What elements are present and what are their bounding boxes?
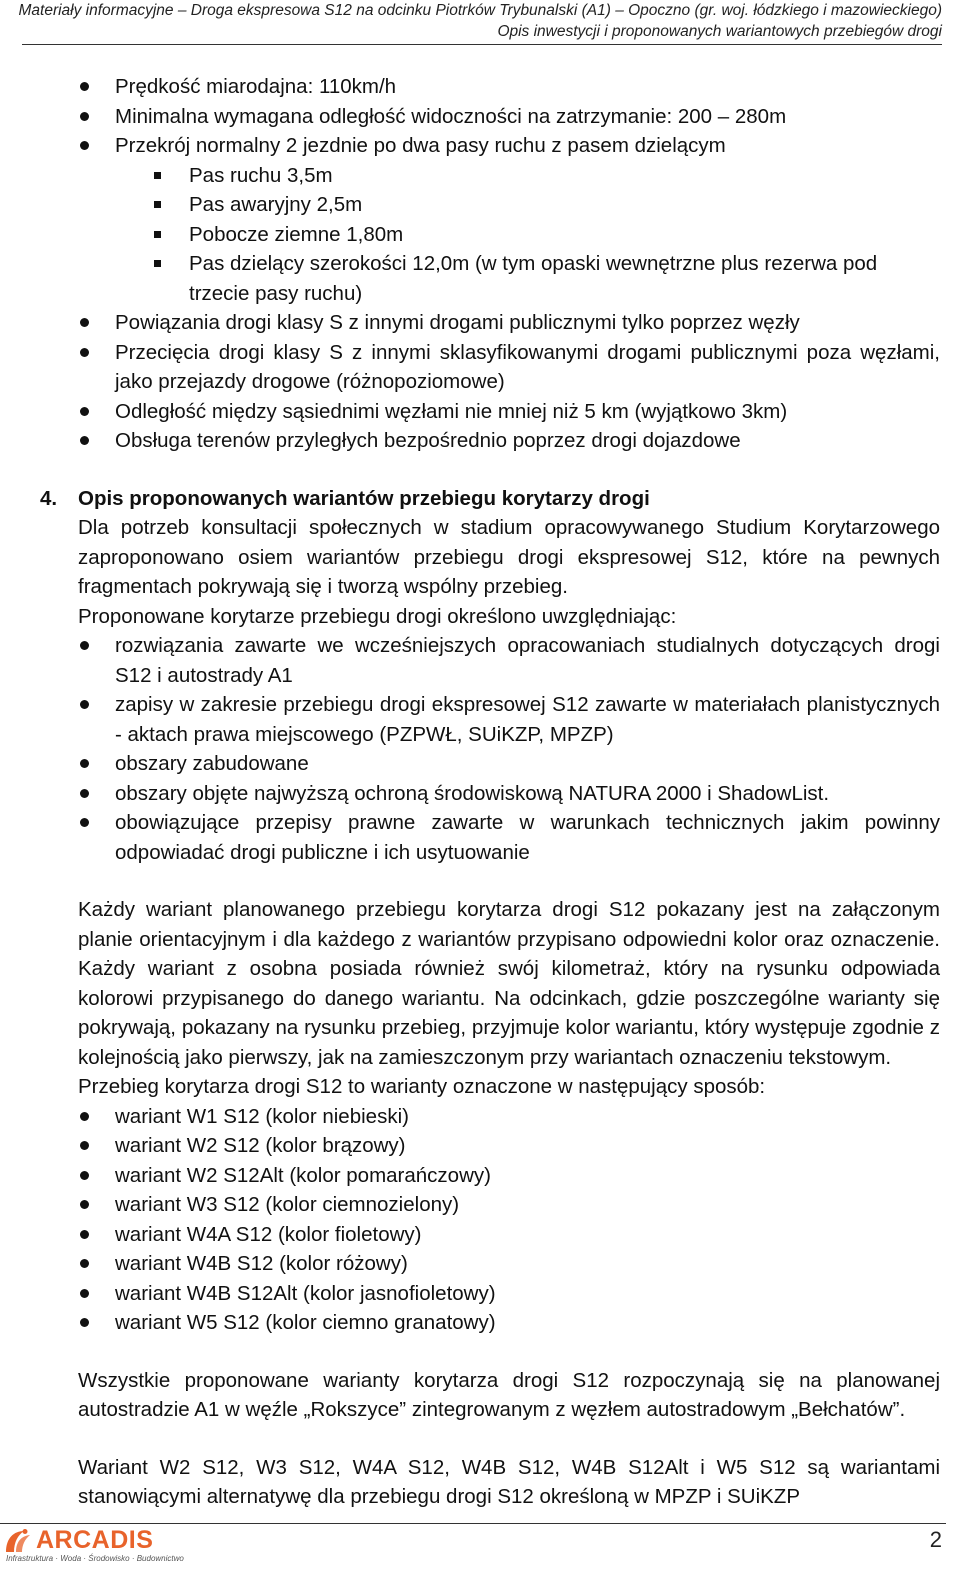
bullet-icon xyxy=(80,1141,89,1150)
list-item: Powiązania drogi klasy S z innymi drogami publicznymi tylko poprzez węzły xyxy=(0,308,960,338)
intro-paragraph: Dla potrzeb konsultacji społecznych w stadium opracowywanego Studium Korytarzowego zaproponowano osiem wariantów przebiegu drogi ekspresowej S12, które na pewnych fragmentach pokrywają się i tworzą wspólny przebieg. xyxy=(78,516,940,598)
page-body xyxy=(0,72,960,1512)
design-parameters-list-cont xyxy=(0,308,960,456)
bullet-icon xyxy=(80,1318,89,1327)
list-item: zapisy w zakresie przebiegu drogi ekspresowej S12 zawarte w materiałach planistycznych - aktach prawa miejscowego (PZPWŁ, SUiKZP, MPZP) xyxy=(0,690,960,749)
colors-paragraph: Każdy wariant planowanego przebiegu korytarza drogi S12 pokazany jest na załączonym planie orientacyjnym i dla każdego z wariantów przypisano odpowiedni kolor oraz oznaczenie. Każdy wariant z osobna posiada również swój kilometraż, który na rysunku odpowiada kolorowi przypisanego do danego wariantu. Na odcinkach, gdzie poszczególne warianty się pokrywają, pokazany na rysunku przebieg, przyjmuje kolor wariantu, który występuje zgodnie z kolejnością jako pierwszy, jak na zamieszczonym przy wariantach oznaczeniu tekstowym. xyxy=(78,898,940,1069)
criteria-lead: Proponowane korytarze przebiegu drogi określono uwzględniając: xyxy=(78,604,677,628)
list-item: Obsługa terenów przyległych bezpośrednio poprzez drogi dojazdowe xyxy=(0,426,960,456)
list-item: obszary zabudowane xyxy=(0,749,960,779)
bullet-icon xyxy=(80,318,89,327)
square-bullet-icon xyxy=(154,231,161,238)
list-item: Pas dzielący szerokości 12,0m (w tym opaski wewnętrzne plus rezerwa pod trzecie pasy ruchu) xyxy=(0,249,960,308)
logo-tagline: Infrastruktura · Woda · Środowisko · Budownictwo xyxy=(6,1554,184,1563)
bullet-icon xyxy=(80,1230,89,1239)
list-item: obszary objęte najwyższą ochroną środowiskową NATURA 2000 i ShadowList. xyxy=(0,779,960,809)
page-number: 2 xyxy=(929,1527,942,1552)
bullet-icon xyxy=(80,407,89,416)
bullet-icon xyxy=(80,112,89,121)
list-item: rozwiązania zawarte we wcześniejszych opracowaniach studialnych dotyczących drogi S12 i autostrady A1 xyxy=(0,631,960,690)
bullet-icon xyxy=(80,700,89,709)
square-bullet-icon xyxy=(154,201,161,208)
alternatives-paragraph: Wariant W2 S12, W3 S12, W4A S12, W4B S12, W4B S12Alt i W5 S12 są wariantami stanowiącymi alternatywę dla przebiegu drogi S12 określoną w MPZP i SUiKZP xyxy=(78,1455,940,1508)
bullet-icon xyxy=(80,348,89,357)
bullet-icon xyxy=(80,641,89,650)
variants-lead: Przebieg korytarza drogi S12 to warianty oznaczone w następujący sposób: xyxy=(78,1075,766,1098)
bullet-icon xyxy=(80,82,89,91)
header-divider xyxy=(22,44,942,45)
start-paragraph: Wszystkie proponowane warianty korytarza drogi S12 rozpoczynają się na planowanej autostradzie A1 w węźle „Rokszyce” zintegrowanym z węzłem autostradowym „Bełchatów”. xyxy=(78,1368,940,1421)
variants-list xyxy=(0,1102,960,1338)
bullet-icon xyxy=(80,436,89,445)
list-item: Minimalna wymagana odległość widoczności na zatrzymanie: 200 – 280m xyxy=(0,102,960,132)
criteria-list xyxy=(0,631,960,867)
list-item: wariant W3 S12 (kolor ciemnozielony) xyxy=(0,1190,960,1220)
bullet-icon xyxy=(80,141,89,150)
bullet-icon xyxy=(80,1289,89,1298)
bullet-icon xyxy=(80,1171,89,1180)
section-title: Opis proponowanych wariantów przebiegu korytarzy drogi xyxy=(78,486,650,510)
logo-name: ARCADIS xyxy=(36,1526,154,1554)
header-title: Materiały informacyjne – Droga ekspresowa S12 na odcinku Piotrków Trybunalski (A1) – Opoczno (gr. woj. łódzkiego i mazowieckiego) xyxy=(18,2,942,19)
list-item: wariant W4A S12 (kolor fioletowy) xyxy=(0,1220,960,1250)
bullet-icon xyxy=(80,789,89,798)
list-item: wariant W1 S12 (kolor niebieski) xyxy=(0,1102,960,1132)
bullet-icon xyxy=(80,1259,89,1268)
list-item: Pas ruchu 3,5m xyxy=(0,161,960,191)
running-header xyxy=(18,0,942,42)
square-bullet-icon xyxy=(154,172,161,179)
list-item: Pas awaryjny 2,5m xyxy=(0,190,960,220)
section-heading xyxy=(0,484,960,514)
list-item: wariant W2 S12Alt (kolor pomarańczowy) xyxy=(0,1161,960,1191)
bullet-icon xyxy=(80,759,89,768)
header-subtitle: Opis inwestycji i proponowanych wariantowych przebiegów drogi xyxy=(497,23,942,40)
cross-section-sublist xyxy=(0,161,960,309)
arcadis-logo-icon xyxy=(4,1528,32,1554)
square-bullet-icon xyxy=(154,260,161,267)
list-item: Przecięcia drogi klasy S z innymi sklasyfikowanymi drogami publicznymi poza węzłami, jako przejazdy drogowe (różnopoziomowe) xyxy=(0,338,960,397)
section-number: 4. xyxy=(40,486,58,510)
footer-divider xyxy=(0,1523,946,1524)
list-item: Pobocze ziemne 1,80m xyxy=(0,220,960,250)
list-item: Prędkość miarodajna: 110km/h xyxy=(0,72,960,102)
list-item: Przekrój normalny 2 jezdnie po dwa pasy ruchu z pasem dzielącym xyxy=(0,131,960,161)
arcadis-logo xyxy=(4,1526,184,1568)
list-item: wariant W5 S12 (kolor ciemno granatowy) xyxy=(0,1308,960,1338)
bullet-icon xyxy=(80,818,89,827)
list-item: obowiązujące przepisy prawne zawarte w warunkach technicznych jakim powinny odpowiadać drogi publiczne i ich usytuowanie xyxy=(0,808,960,867)
list-item: wariant W2 S12 (kolor brązowy) xyxy=(0,1131,960,1161)
bullet-icon xyxy=(80,1200,89,1209)
bullet-icon xyxy=(80,1112,89,1121)
list-item: Odległość między sąsiednimi węzłami nie mniej niż 5 km (wyjątkowo 3km) xyxy=(0,397,960,427)
list-item: wariant W4B S12 (kolor różowy) xyxy=(0,1249,960,1279)
design-parameters-list xyxy=(0,72,960,161)
list-item: wariant W4B S12Alt (kolor jasnofioletowy) xyxy=(0,1279,960,1309)
